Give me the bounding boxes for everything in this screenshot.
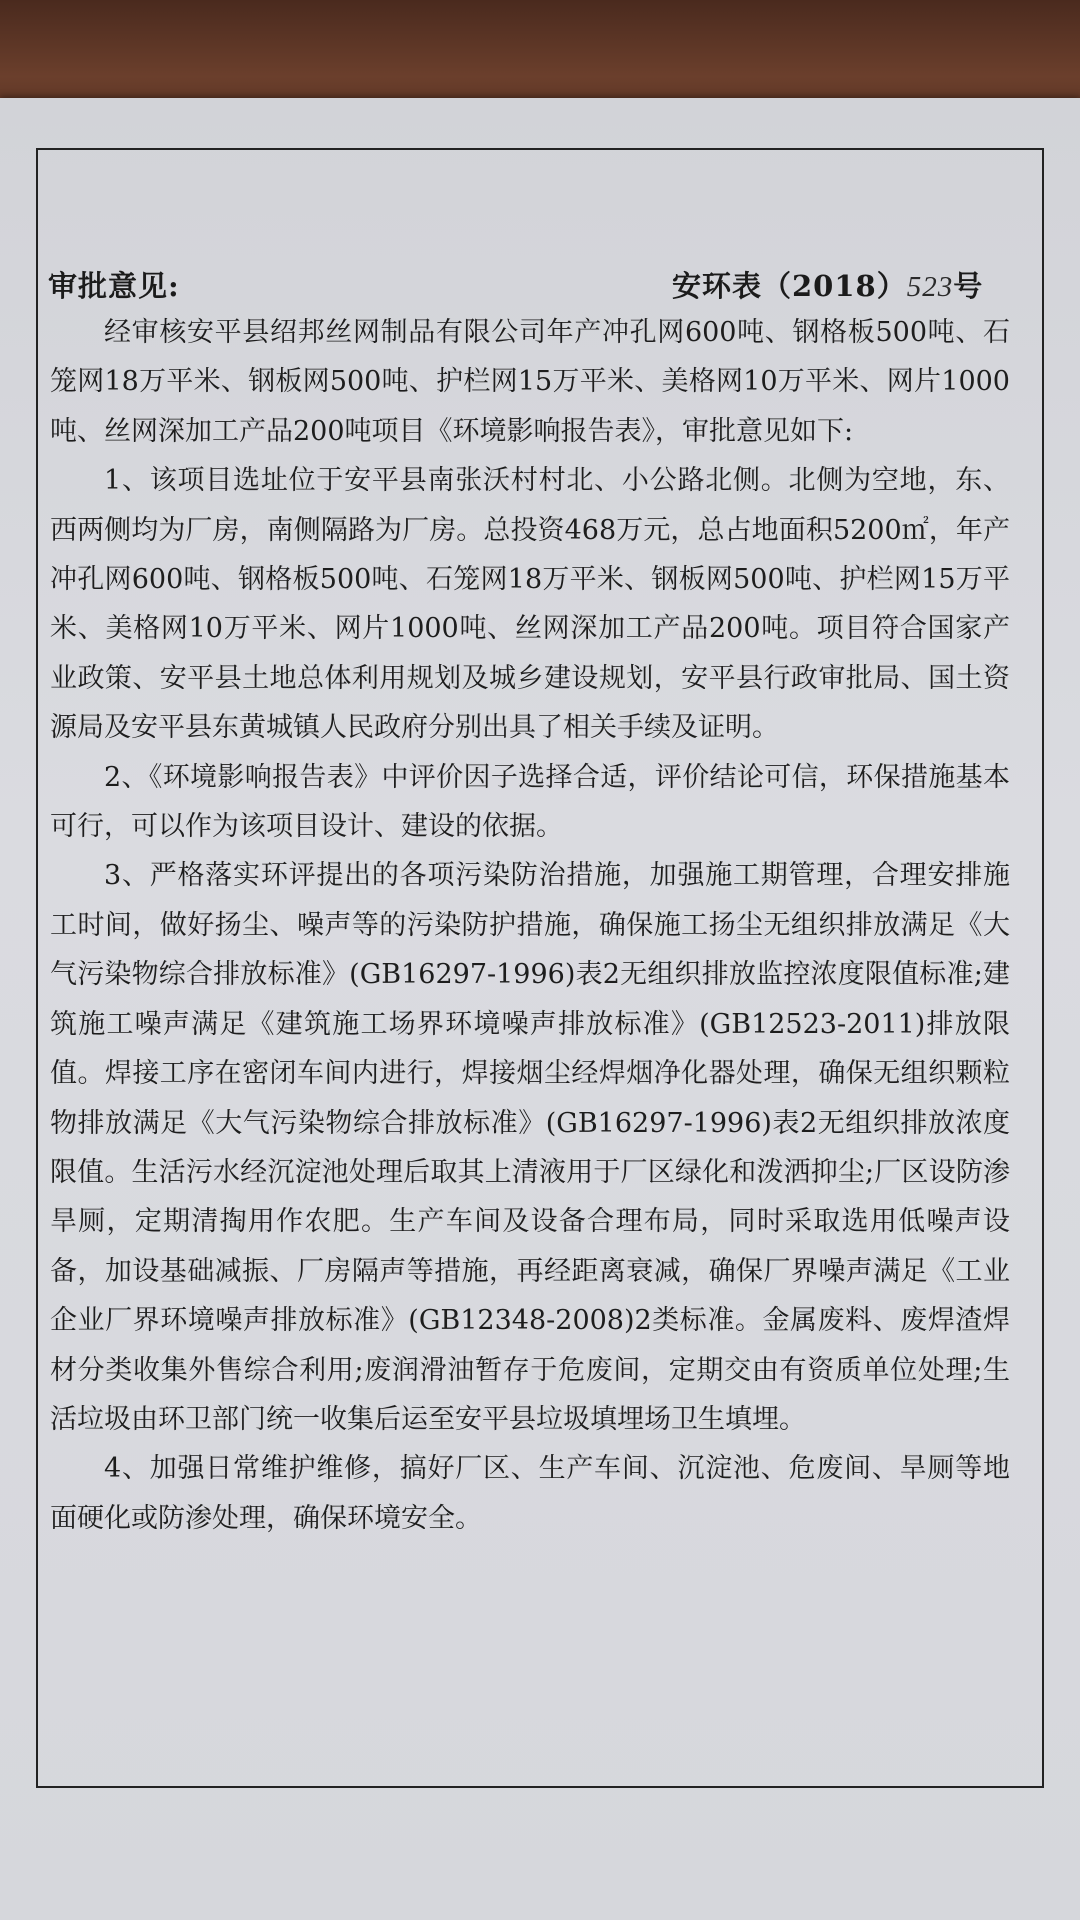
item-3-paragraph: 3、严格落实环评提出的各项污染防治措施，加强施工期管理，合理安排施工时间，做好扬尘、噪声等的污染防护措施，确保施工扬尘无组织排放满足《大气污染物综合排放标准》(GB16297-1996)表2无组织排放监控浓度限值标准;建筑施工噪声满足《建筑施工场界环境噪声排放标准》(GB12523-2011)排放限值。焊接工序在密闭车间内进行，焊接烟尘经焊烟净化器处理，确保无组织颗粒物排放满足《大气污染物综合排放标准》(GB16297-1996)表2无组织排放浓度限值。生活污水经沉淀池处理后取其上清液用于厂区绿化和泼洒抑尘;厂区设防渗旱厕，定期清掏用作农肥。生产车间及设备合理布局，同时采取选用低噪声设备，加设基础减振、厂房隔声等措施，再经距离衰减，确保厂界噪声满足《工业企业厂界环境噪声排放标准》(GB12348-2008)2类标准。金属废料、废焊渣焊材分类收集外售综合利用;废润滑油暂存于危废间，定期交由有资质单位处理;生活垃圾由环卫部门统一收集后运至安平县垃圾填埋场卫生填埋。 <box>50 860 1010 1435</box>
reference-number: 523 <box>906 271 954 303</box>
document-reference <box>672 264 983 305</box>
item-4-paragraph: 4、加强日常维护维修，搞好厂区、生产车间、沉淀池、危废间、旱厕等地面硬化或防渗处理，确保环境安全。 <box>50 1453 1010 1534</box>
item-1-paragraph: 1、该项目选址位于安平县南张沃村村北、小公路北侧。北侧为空地，东、西两侧均为厂房，南侧隔路为厂房。总投资468万元，总占地面积5200㎡，年产冲孔网600吨、钢格板500吨、石笼网18万平米、钢板网500吨、护栏网15万平米、美格网10万平米、网片1000吨、丝网深加工产品200吨。项目符合国家产业政策、安平县土地总体利用规划及城乡建设规划，安平县行政审批局、国土资源局及安平县东黄城镇人民政府分别出具了相关手续及证明。 <box>50 465 1010 744</box>
approval-heading: 审批意见: <box>48 269 180 303</box>
intro-paragraph: 经审核安平县绍邦丝网制品有限公司年产冲孔网600吨、钢格板500吨、石笼网18万平米、钢板网500吨、护栏网15万平米、美格网10万平米、网片1000吨、丝网深加工产品200吨项目《环境影响报告表》，审批意见如下: <box>50 317 1010 447</box>
approval-body <box>50 308 1010 1543</box>
item-2-paragraph: 2、《环境影响报告表》中评价因子选择合适，评价结论可信，环保措施基本可行，可以作为该项目设计、建设的依据。 <box>50 761 1010 843</box>
reference-prefix: 安环表（2018） <box>672 269 907 303</box>
reference-suffix: 号 <box>953 269 984 303</box>
